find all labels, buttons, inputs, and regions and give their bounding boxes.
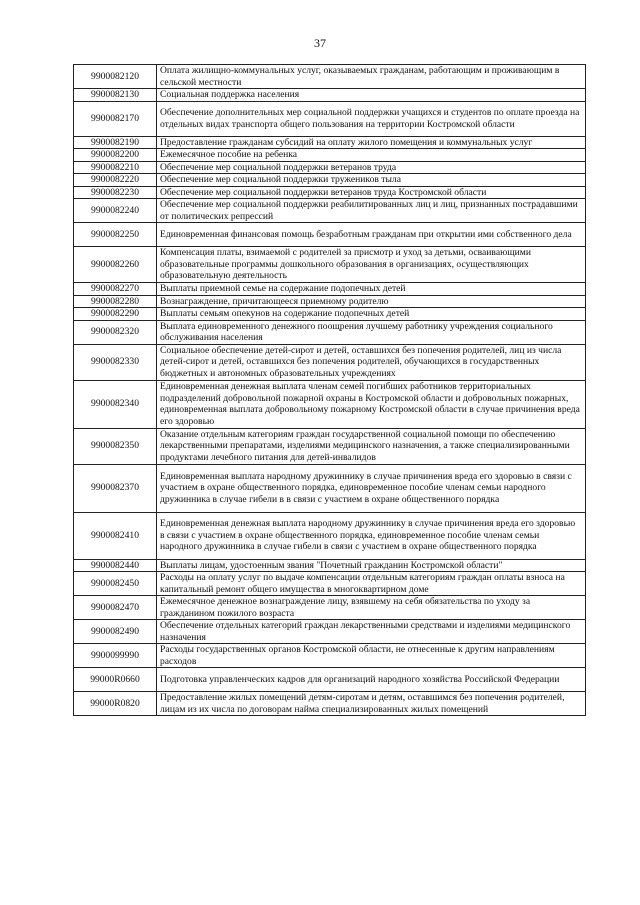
row-description: Оплата жилищно-коммунальных услуг, оказываемых гражданам, работающим и проживающим в сельской местности xyxy=(157,65,586,89)
table-row xyxy=(74,136,586,149)
table-row xyxy=(74,89,586,102)
table-row xyxy=(74,174,586,187)
row-description: Единовременная выплата народному дружиннику в случае причинения вреда его здоровью в связи с участием в охране общественного порядка, единовременное пособие членам семьи народного дружинника в случае гибели в в связи с участием в охране общественного порядка xyxy=(157,464,586,512)
row-description: Предоставление гражданам субсидий на оплату жилого помещения и коммунальных услуг xyxy=(157,136,586,149)
table-row xyxy=(74,247,586,283)
row-code: 9900082290 xyxy=(74,308,157,321)
row-description: Единовременная денежная выплата членам семей погибших работников территориальных подразделений добровольной пожарной охраны в Костромской области и добровольных пожарных, единовременная выплата добровольному пожарному Костромской области в случае причинения вреда его здоровью xyxy=(157,380,586,428)
row-code: 9900082340 xyxy=(74,380,157,428)
table-row xyxy=(74,308,586,321)
row-description: Расходы на оплату услуг по выдаче компенсации отдельным категориям граждан оплаты взноса на капитальный ремонт общего имущества в многоквартирном доме xyxy=(157,572,586,596)
table-row xyxy=(74,101,586,136)
row-description: Выплаты приемной семье на содержание подопечных детей xyxy=(157,283,586,296)
table-row xyxy=(74,186,586,199)
row-description: Предоставление жилых помещений детям-сиротам и детям, оставшимся без попечения родителей, лицам из их числа по договорам найма специализированных жилых помещений xyxy=(157,692,586,716)
row-code: 9900082240 xyxy=(74,199,157,223)
row-code: 9900082270 xyxy=(74,283,157,296)
row-code: 9900082450 xyxy=(74,572,157,596)
row-description: Выплата единовременного денежного поощрения лучшему работнику учреждения социального обслуживания населения xyxy=(157,320,586,344)
row-description: Оказание отдельным категориям граждан государственной социальной помощи по обеспечению лекарственными препаратами, изделиями медицинского назначения, а также специализированными продуктами лечебного питания для детей-инвалидов xyxy=(157,428,586,464)
row-description: Обеспечение отдельных категорий граждан лекарственными средствами и изделиями медицинского назначения xyxy=(157,620,586,644)
table-row xyxy=(74,380,586,428)
row-code: 9900082410 xyxy=(74,512,157,559)
table-row xyxy=(74,596,586,620)
row-description: Выплаты лицам, удостоенным звания "Почетный гражданин Костромской области" xyxy=(157,559,586,572)
row-code: 9900082320 xyxy=(74,320,157,344)
table-row xyxy=(74,428,586,464)
table-row xyxy=(74,668,586,692)
page-number: 37 xyxy=(314,36,326,50)
row-code: 99000R0820 xyxy=(74,692,157,716)
row-code: 9900082200 xyxy=(74,149,157,162)
row-description: Социальная поддержка населения xyxy=(157,89,586,102)
row-code: 9900082440 xyxy=(74,559,157,572)
table-row xyxy=(74,199,586,223)
table-row xyxy=(74,559,586,572)
row-code: 9900082130 xyxy=(74,89,157,102)
budget-classification-table xyxy=(73,64,586,716)
row-code: 9900082250 xyxy=(74,223,157,247)
table-row xyxy=(74,692,586,716)
row-code: 9900082190 xyxy=(74,136,157,149)
row-code: 9900082370 xyxy=(74,464,157,512)
table-row xyxy=(74,572,586,596)
table-row xyxy=(74,620,586,644)
table-row xyxy=(74,512,586,559)
row-code: 9900082170 xyxy=(74,101,157,136)
row-code: 9900082220 xyxy=(74,174,157,187)
row-code: 9900082350 xyxy=(74,428,157,464)
table-row xyxy=(74,149,586,162)
table-row xyxy=(74,65,586,89)
row-code: 9900099990 xyxy=(74,644,157,668)
row-description: Обеспечение дополнительных мер социальной поддержки учащихся и студентов по оплате проезда на отдельных видах транспорта общего пользования на территории Костромской области xyxy=(157,101,586,136)
row-description: Ежемесячное пособие на ребенка xyxy=(157,149,586,162)
row-description: Обеспечение мер социальной поддержки тружеников тыла xyxy=(157,174,586,187)
row-code: 9900082280 xyxy=(74,295,157,308)
row-description: Вознаграждение, причитающееся приемному родителю xyxy=(157,295,586,308)
row-description: Обеспечение мер социальной поддержки ветеранов труда Костромской области xyxy=(157,186,586,199)
table-row xyxy=(74,464,586,512)
row-code: 9900082120 xyxy=(74,65,157,89)
row-description: Расходы государственных органов Костромской области, не отнесенные к другим направлениям расходов xyxy=(157,644,586,668)
row-description: Компенсация платы, взимаемой с родителей за присмотр и уход за детьми, осваивающими образовательные программы дошкольного образования в организациях, осуществляющих образовательную деятельность xyxy=(157,247,586,283)
row-description: Единовременная денежная выплата народному дружиннику в случае причинения вреда его здоровью в связи с участием в охране общественного порядка, единовременное пособие членам семьи народного дружинника в случае гибели в связи с участием в охране общественного порядка xyxy=(157,512,586,559)
row-description: Ежемесячное денежное вознаграждение лицу, взявшему на себя обязательства по уходу за гражданином пожилого возраста xyxy=(157,596,586,620)
row-description: Выплаты семьям опекунов на содержание подопечных детей xyxy=(157,308,586,321)
row-description: Социальное обеспечение детей-сирот и детей, оставшихся без попечения родителей, лиц из числа детей-сирот и детей, оставшихся без попечения родителей, обучающихся в государственных бюджетных и автономных образовательных учреждениях xyxy=(157,344,586,380)
row-description: Единовременная финансовая помощь безработным гражданам при открытии ими собственного дела xyxy=(157,223,586,247)
table-row xyxy=(74,161,586,174)
table-row xyxy=(74,295,586,308)
row-code: 9900082210 xyxy=(74,161,157,174)
row-description: Обеспечение мер социальной поддержки реабилитированных лиц и лиц, признанных пострадавшими от политических репрессий xyxy=(157,199,586,223)
table-row xyxy=(74,320,586,344)
row-code: 9900082230 xyxy=(74,186,157,199)
row-code: 9900082260 xyxy=(74,247,157,283)
table-row xyxy=(74,283,586,296)
table-row xyxy=(74,644,586,668)
row-code: 99000R0660 xyxy=(74,668,157,692)
row-description: Обеспечение мер социальной поддержки ветеранов труда xyxy=(157,161,586,174)
row-code: 9900082330 xyxy=(74,344,157,380)
table-row xyxy=(74,344,586,380)
row-description: Подготовка управленческих кадров для организаций народного хозяйства Российской Федерации xyxy=(157,668,586,692)
row-code: 9900082490 xyxy=(74,620,157,644)
row-code: 9900082470 xyxy=(74,596,157,620)
table-row xyxy=(74,223,586,247)
table-body xyxy=(74,65,586,716)
